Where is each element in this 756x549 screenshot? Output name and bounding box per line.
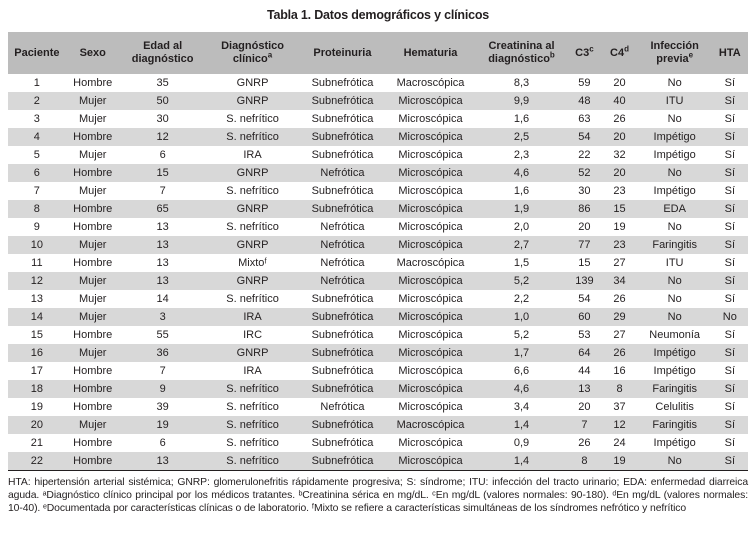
table-cell: 20 [601,164,637,182]
table-row [8,398,748,416]
table-row [8,164,748,182]
table-cell: Mujer [66,236,120,254]
table-body [8,74,748,471]
table-row [8,110,748,128]
table-cell: No [638,272,712,290]
column-header-diagnostico [206,32,300,74]
table-cell: 3,4 [513,401,530,413]
table-cell: S. nefrítico [206,128,300,146]
column-header-c4 [601,32,637,74]
table-row [8,434,748,452]
table-cell: 8,3 [513,77,530,89]
table-cell: 12 [120,128,206,146]
table-cell: Mujer [66,344,120,362]
table-cell: Microscópica [385,164,475,182]
table-cell: Microscópica [398,365,463,377]
table-cell: S. nefrítico [226,113,279,125]
table-cell: Impétigo [638,128,712,146]
column-header-label: Proteinuria [313,46,372,59]
table-title: Tabla 1. Datos demográficos y clínicos [266,8,490,22]
table-cell: Microscópica [385,92,475,110]
table-cell: 6 [159,437,166,449]
table-cell: S. nefrítico [226,401,279,413]
table-cell: 9,9 [476,92,568,110]
table-cell: Neumonía [649,329,701,341]
table-cell: 40 [601,92,637,110]
table-cell: Microscópica [385,452,475,471]
table-cell: GNRP [236,77,269,89]
table-cell: No [638,308,712,326]
table-cell: 30 [156,113,169,125]
table-cell: Sí [712,200,748,218]
table-cell: 2 [8,92,66,110]
table-cell: 26 [613,293,626,305]
table-cell: Subnefrótica [300,344,386,362]
table-cell: 9 [33,221,40,233]
table-row [8,326,748,344]
table-cell: 26 [578,437,591,449]
table-cell: Macroscópica [396,77,465,89]
table-cell: 7 [159,185,166,197]
column-header-label: Edad al diagnóstico [131,40,194,65]
table-cell: Faringitis [638,416,712,434]
table-cell: Hombre [73,365,113,377]
table-cell: 1,0 [476,308,568,326]
table-cell: S. nefrítico [206,380,300,398]
table-cell: Macroscópica [385,416,475,434]
table-cell: Hombre [73,437,113,449]
column-header-label: Paciente [14,46,60,59]
table-cell: Mujer [78,293,107,305]
column-header-label: C3 [575,46,590,59]
table-cell: GNRP [206,200,300,218]
table-cell: 26 [601,344,637,362]
table-cell: Nefrótica [320,257,365,269]
table-cell: 14 [156,293,169,305]
table-cell: 8 [8,200,66,218]
table-cell: 19 [30,401,43,413]
column-header-edad [120,32,206,74]
table-cell: Nefrótica [300,164,386,182]
table-cell: 13 [120,272,206,290]
table-cell: Subnefrótica [300,200,386,218]
table-cell: Subnefrótica [311,77,374,89]
table-cell: 55 [156,329,169,341]
table-row [8,146,748,164]
table-row [8,236,748,254]
table-cell: 4,6 [476,164,568,182]
column-header-sup: d [624,44,629,54]
table-cell: Impétigo [653,365,696,377]
table-cell: 11 [31,257,43,269]
table-cell: Impétigo [638,344,712,362]
table-cell: Microscópica [385,128,475,146]
table-cell: No [667,293,682,305]
table-cell: Sí [724,77,736,89]
table-cell: Nefrótica [320,221,365,233]
table-cell: Mujer [78,113,107,125]
column-header-sup: a [267,50,273,60]
table-cell: S. nefrítico [226,185,279,197]
column-header-label: Sexo [79,46,106,59]
table-cell: 24 [613,437,626,449]
table-cell: Microscópica [398,113,463,125]
table-cell: 2,3 [513,149,530,161]
table-cell: 6,6 [513,365,530,377]
table-cell: 1,4 [476,416,568,434]
table-cell: 16 [8,344,66,362]
table-cell: Hombre [66,200,120,218]
table-cell: 12 [601,416,637,434]
table-cell: GNRP [206,92,300,110]
table-row [8,380,748,398]
table-cell: 23 [613,185,626,197]
table-cell: Celulitis [655,401,694,413]
table-cell: 13 [30,293,43,305]
table-cell: Microscópica [385,272,475,290]
table-row [8,452,748,471]
table-cell: No [638,452,712,471]
table-cell: 34 [601,272,637,290]
table-cell: 7 [567,416,601,434]
table-cell: 13 [120,452,206,471]
table-cell: 17 [30,365,43,377]
table-cell: 54 [567,128,601,146]
table-cell: Mujer [78,149,107,161]
table-cell: 2,5 [476,128,568,146]
table-cell: 4,6 [476,380,568,398]
table-cell: Microscópica [398,437,463,449]
table-cell: 15 [601,200,637,218]
table-cell: 19 [120,416,206,434]
table-cell: Sí [724,329,736,341]
table-row [8,272,748,290]
table-cell: 20 [601,128,637,146]
table-cell: 13 [156,257,169,269]
table-row [8,74,748,92]
table-cell: 60 [567,308,601,326]
table-cell: 1,7 [476,344,568,362]
table-cell: Mujer [66,416,120,434]
table-cell: 53 [578,329,591,341]
table-cell: 15 [30,329,43,341]
table-cell: Sí [712,272,748,290]
table-row [8,308,748,326]
table-cell: Microscópica [398,329,463,341]
table-cell: 5 [33,149,40,161]
table-row [8,92,748,110]
table-row [8,182,748,200]
table-cell: IRA [206,308,300,326]
table-cell: 2,2 [513,293,530,305]
table-cell: 59 [578,77,591,89]
table-cell: 1,5 [513,257,530,269]
table-cell: Sí [724,185,736,197]
column-header-infeccion [638,32,712,74]
table-header-row [8,32,748,74]
table-cell: S. nefrítico [226,293,279,305]
table-cell: 5,2 [476,272,568,290]
table-cell: ITU [665,257,684,269]
table-cell: 35 [156,77,169,89]
table-cell: 44 [578,365,591,377]
column-header-hematuria [385,32,475,74]
table-cell: Subnefrótica [300,128,386,146]
table-cell: 16 [613,365,626,377]
table-cell: Subnefrótica [311,329,374,341]
table-cell: No [667,221,682,233]
table-cell: Nefrótica [320,401,365,413]
table-cell: 0,9 [513,437,530,449]
table-cell: 65 [120,200,206,218]
table-cell: 10 [8,236,66,254]
table-cell: 29 [601,308,637,326]
table-cell: 14 [8,308,66,326]
table-cell: 6 [8,164,66,182]
table-cell: Microscópica [385,200,475,218]
table-cell: 1,6 [513,113,530,125]
column-header-label: Creatinina al diagnóstico [488,40,555,65]
table-cell: Impétigo [653,185,696,197]
table-cell: Sí [712,416,748,434]
table-cell: Hombre [66,452,120,471]
table-cell: Sí [724,149,736,161]
table-cell: No [667,77,682,89]
table-cell: 21 [30,437,43,449]
table-cell: Subnefrótica [311,437,374,449]
table-cell: IRA [243,365,262,377]
table-cell: 50 [120,92,206,110]
table-cell: Microscópica [385,308,475,326]
table-cell: 15 [578,257,591,269]
table-footnote: HTA: hipertensión arterial sistémica; GNRP: glomerulonefritis rápidamente progresiva; S: síndrome; ITU: infección del tracto urinario; EDA: enfermedad diarreica aguda. ᵃDiagnóstico clínico principal por los médicos tratantes. ᵇCreatinina sérica en mg/dL. ᶜEn mg/dL (valores normales: 90-180). ᵈEn mg/dL (valores normales: 10-40). ᵉDocumentada por características clínicas o de laboratorio. ᶠMixto se refiere a características simultáneas de los síndromes nefrótico y nefrítico [8,477,748,515]
table-cell: Sí [724,437,736,449]
table-cell: Sí [712,452,748,471]
table-cell: Subnefrótica [300,452,386,471]
table-cell: Microscópica [398,185,463,197]
table-cell: Hombre [66,128,120,146]
table-cell: 5,2 [513,329,530,341]
table-cell: Microscópica [398,149,463,161]
table-cell: 19 [613,221,626,233]
table-cell: 39 [156,401,169,413]
table-cell: 4 [8,128,66,146]
table-cell: Mixtoᶠ [238,257,267,269]
table-cell: Subnefrótica [300,380,386,398]
table-cell: 3 [33,113,40,125]
table-cell: 7 [159,365,166,377]
table-cell: Subnefrótica [300,308,386,326]
table-row [8,128,748,146]
table-cell: 20 [578,221,591,233]
table-cell: Faringitis [638,236,712,254]
table-cell: EDA [638,200,712,218]
table-cell: 13 [567,380,601,398]
table-cell: Hombre [73,329,113,341]
column-header-paciente [8,32,66,74]
column-header-sup: e [688,50,694,60]
table-cell: 37 [613,401,626,413]
table-cell: Sí [724,293,736,305]
table-cell: Sí [712,128,748,146]
table-cell: 77 [567,236,601,254]
table-row [8,254,748,272]
column-header-sup: c [589,44,594,54]
table-cell: 139 [567,272,601,290]
table-cell: 2,7 [476,236,568,254]
table-cell: 27 [613,329,626,341]
table-cell: Macroscópica [396,257,465,269]
table-cell: 48 [567,92,601,110]
table-cell: 13 [120,236,206,254]
table-cell: IRC [243,329,263,341]
table-cell: Impétigo [653,437,696,449]
column-header-c3 [567,32,601,74]
table-cell: 6 [159,149,166,161]
table-cell: 8 [567,452,601,471]
table-cell: No [638,164,712,182]
table-cell: Mujer [66,308,120,326]
table-cell: Microscópica [385,344,475,362]
table-cell: 15 [120,164,206,182]
table-cell: 12 [8,272,66,290]
table-cell: Hombre [73,257,113,269]
table-cell: IRA [243,149,262,161]
table-cell: S. nefrítico [226,221,279,233]
table-cell: Sí [712,380,748,398]
table-cell: Sí [724,113,736,125]
column-header-proteinuria [300,32,386,74]
table-cell: 64 [567,344,601,362]
table-cell: Microscópica [398,293,463,305]
column-header-label: Hematuria [403,46,458,59]
table-row [8,200,748,218]
table-cell: Hombre [73,401,113,413]
table-cell: 8 [601,380,637,398]
table-cell: 36 [120,344,206,362]
table-cell: Subnefrótica [300,92,386,110]
table-cell: 9 [120,380,206,398]
table-cell: Subnefrótica [311,293,374,305]
table-cell: 1 [33,77,40,89]
table-cell: 22 [8,452,66,471]
table-cell: 23 [601,236,637,254]
table-cell: Subnefrótica [311,365,374,377]
table-cell: 52 [567,164,601,182]
table-cell: Nefrótica [300,272,386,290]
table-cell: GNRP [206,236,300,254]
column-header-label: Infección previa [650,40,699,65]
table-cell: Microscópica [385,236,475,254]
demographics-table [8,32,748,471]
table-cell: Subnefrótica [311,185,374,197]
table-cell: S. nefrítico [206,452,300,471]
table-cell: ITU [638,92,712,110]
table-cell: Sí [724,401,736,413]
table-row [8,362,748,380]
table-cell: Sí [724,257,736,269]
table-cell: No [667,113,682,125]
table-cell: 63 [578,113,591,125]
table-cell: No [712,308,748,326]
table-cell: 27 [613,257,626,269]
table-cell: GNRP [206,164,300,182]
table-cell: 19 [601,452,637,471]
column-header-sup: b [549,50,555,60]
column-header-label: Diagnóstico clínico [221,40,285,65]
table-cell: Mujer [66,92,120,110]
table-cell: Subnefrótica [311,149,374,161]
table-cell: 7 [33,185,40,197]
table-cell: GNRP [206,272,300,290]
table-row [8,290,748,308]
table-row [8,416,748,434]
table-cell: Subnefrótica [300,416,386,434]
table-cell: GNRP [206,344,300,362]
table-cell: Sí [712,92,748,110]
table-cell: Microscópica [385,380,475,398]
table-cell: Hombre [66,380,120,398]
table-cell: Hombre [73,77,113,89]
table-cell: 26 [613,113,626,125]
table-cell: Hombre [66,164,120,182]
table-cell: 2,0 [513,221,530,233]
table-cell: 20 [578,401,591,413]
table-row [8,344,748,362]
column-header-creatinina [476,32,568,74]
table-cell: 13 [156,221,169,233]
table-cell: S. nefrítico [226,437,279,449]
column-header-label: C4 [610,46,625,59]
table-cell: Nefrótica [300,236,386,254]
table-cell: Sí [712,164,748,182]
column-header-sexo [66,32,120,74]
table-cell: 3 [120,308,206,326]
table-cell: Mujer [78,185,107,197]
table-cell: Sí [724,365,736,377]
column-header-hta [712,32,748,74]
table-cell: Hombre [73,221,113,233]
table-cell: Microscópica [398,221,463,233]
table-row [8,218,748,236]
table-cell: S. nefrítico [206,416,300,434]
table-cell: 18 [8,380,66,398]
table-cell: Sí [712,344,748,362]
table-cell: 22 [578,149,591,161]
table-cell: Sí [724,221,736,233]
column-header-label: HTA [718,46,741,59]
table-cell: 30 [578,185,591,197]
table-cell: 1,4 [476,452,568,471]
table-cell: 54 [578,293,591,305]
table-cell: Impétigo [653,149,696,161]
table-cell: Mujer [66,272,120,290]
table-cell: 86 [567,200,601,218]
table-cell: Sí [712,236,748,254]
table-cell: 20 [8,416,66,434]
table-cell: 1,6 [513,185,530,197]
table-cell: Subnefrótica [311,113,374,125]
table-cell: 32 [613,149,626,161]
table-cell: Microscópica [398,401,463,413]
table-cell: 20 [613,77,626,89]
table-cell: 1,9 [476,200,568,218]
table-cell: Faringitis [638,380,712,398]
